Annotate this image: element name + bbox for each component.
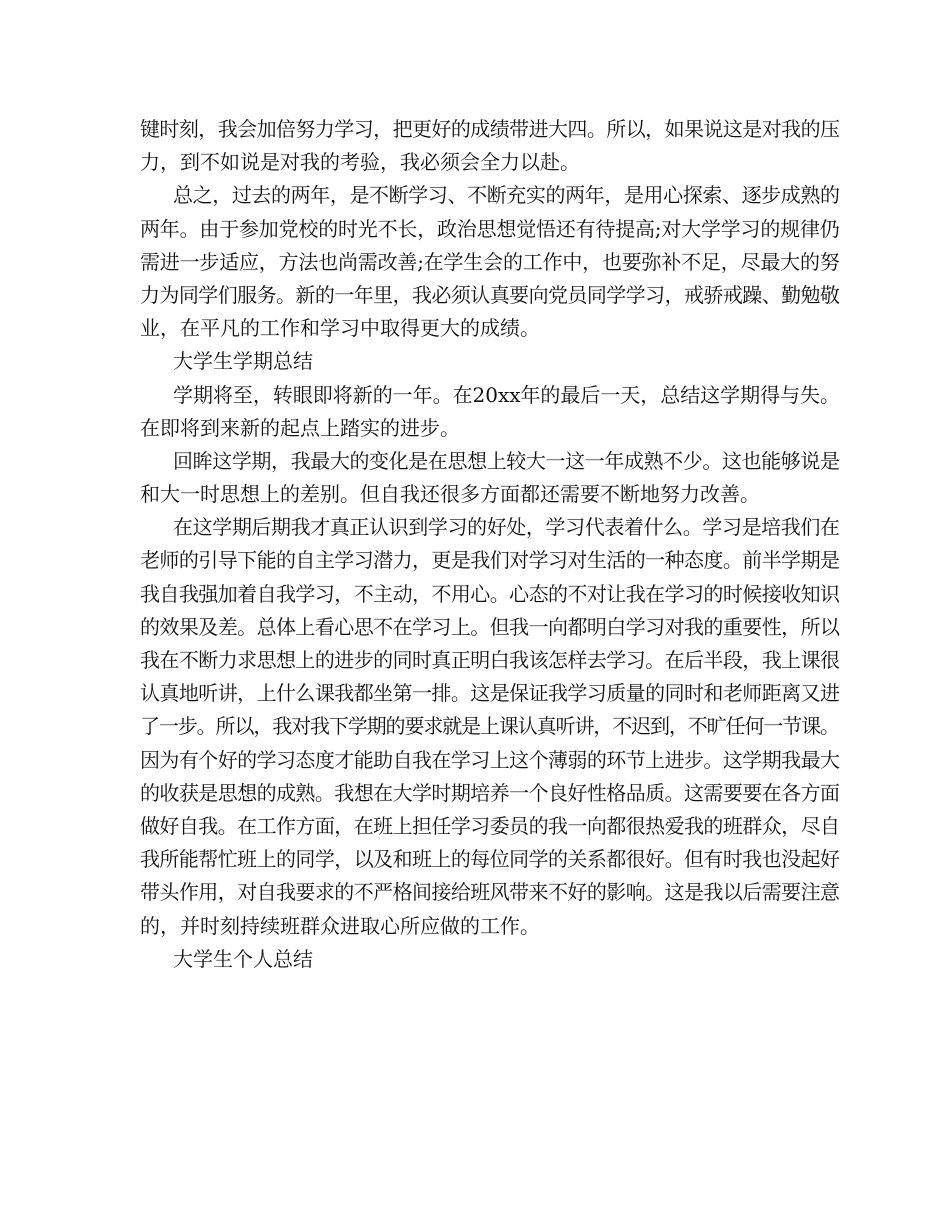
text-line: 在即将到来新的起点上踏实的进步。 xyxy=(140,415,460,440)
text-line: 业，在平凡的工作和学习中取得更大的成绩。 xyxy=(140,316,540,341)
text-line: 的，并时刻持续班群众进取心所应做的工作。 xyxy=(140,913,540,938)
text-line: 和大一时思想上的差别。但自我还很多方面都还需要不断地努力改善。 xyxy=(140,482,760,507)
text-line: 做好自我。在工作方面，在班上担任学习委员的我一向都很热爱我的班群众，尽自 xyxy=(140,813,840,838)
text-line: 我在不断力求思想上的进步的同时真正明白我该怎样去学习。在后半段，我上课很 xyxy=(140,648,840,672)
text-line: 带头作用，对自我要求的不严格间接给班风带来不好的影响。这是我以后需要注意 xyxy=(140,880,840,905)
text-line: 了一步。所以，我对我下学期的要求就是上课认真听讲，不迟到，不旷任何一节课。 xyxy=(140,714,839,739)
text-line: 在这学期后期我才真正认识到学习的好处，学习代表着什么。学习是培我们在 xyxy=(173,515,840,540)
text-line: 总之，过去的两年，是不断学习、不断充实的两年，是用心探索、逐步成熟的 xyxy=(173,183,840,208)
text-line: 大学生个人总结 xyxy=(173,946,313,971)
text-line: 认真地听讲，上什么课我都坐第一排。这是保证我学习质量的同时和老师距离又进 xyxy=(140,681,840,706)
text-line: 学期将至，转眼即将新的一年。在20xx年的最后一天，总结这学期得与失。 xyxy=(173,382,840,407)
text-line: 需进一步适应，方法也尚需改善;在学生会的工作中，也要弥补不足，尽最大的努 xyxy=(140,249,840,274)
text-line: 我所能帮忙班上的同学，以及和班上的每位同学的关系都很好。但有时我也没起好 xyxy=(140,847,840,872)
text-line: 老师的引导下能的自主学习潜力，更是我们对学习对生活的一种态度。前半学期是 xyxy=(140,548,840,573)
text-line: 的收获是思想的成熟。我想在大学时期培养一个良好性格品质。这需要要在各方面 xyxy=(140,780,840,805)
text-line: 键时刻，我会加倍努力学习，把更好的成绩带进大四。所以，如果说这是对我的压 xyxy=(140,117,840,141)
text-line: 力为同学们服务。新的一年里，我必须认真要向党员同学学习，戒骄戒躁、勤勉敬 xyxy=(140,282,840,307)
text-line: 我自我强加着自我学习，不主动，不用心。心态的不对让我在学习的时候接收知识 xyxy=(140,581,840,606)
document-body xyxy=(140,113,840,976)
text-line: 力，到不如说是对我的考验，我必须会全力以赴。 xyxy=(140,150,580,175)
text-line: 回眸这学期，我最大的变化是在思想上较大一这一年成熟不少。这也能够说是 xyxy=(173,448,840,473)
text-line: 两年。由于参加党校的时光不长，政治思想觉悟还有待提高;对大学学习的规律仍 xyxy=(140,216,840,241)
text-line: 的效果及差。总体上看心思不在学习上。但我一向都明白学习对我的重要性，所以 xyxy=(140,614,840,639)
text-line: 大学生学期总结 xyxy=(173,349,313,374)
text-line: 因为有个好的学习态度才能助自我在学习上这个薄弱的环节上进步。这学期我最大 xyxy=(140,747,840,772)
